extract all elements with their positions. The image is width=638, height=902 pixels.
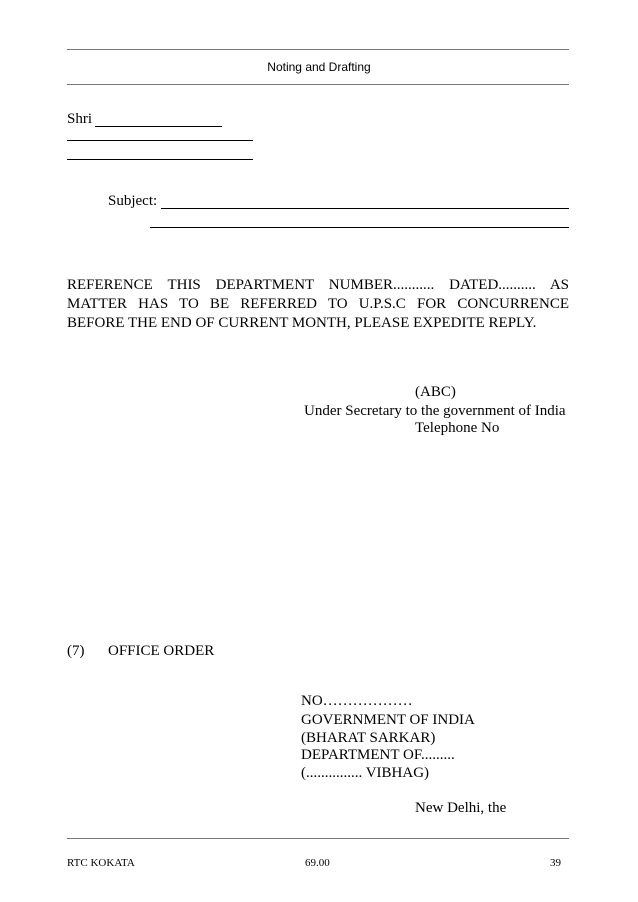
order-bharat-sarkar: (BHARAT SARKAR) xyxy=(301,730,436,746)
address-blank-line-1 xyxy=(67,140,253,141)
name-blank-line xyxy=(95,126,222,127)
signatory-telephone: Telephone No xyxy=(415,420,500,436)
footer-page-number: 39 xyxy=(550,857,561,869)
section-number: (7) xyxy=(67,643,85,659)
address-blank-line-2 xyxy=(67,159,253,160)
footer-rule xyxy=(67,838,569,839)
order-place-date: New Delhi, the xyxy=(415,800,507,816)
order-vibhag: (............... VIBHAG) xyxy=(301,765,430,781)
footer-left: RTC KOKATA xyxy=(67,857,135,869)
section-title: OFFICE ORDER xyxy=(108,643,215,659)
body-line: REFERENCE THIS DEPARTMENT NUMBER........... DATED.......... AS xyxy=(67,277,569,293)
subject-label: Subject: xyxy=(108,193,158,209)
order-government: GOVERNMENT OF INDIA xyxy=(301,712,475,728)
footer-center: 69.00 xyxy=(305,857,330,869)
subject-blank-line-1 xyxy=(161,208,569,209)
body-paragraph xyxy=(67,276,569,333)
header-top-rule xyxy=(67,49,569,50)
header-bottom-rule xyxy=(67,84,569,85)
body-line: MATTER HAS TO BE REFERRED TO U.P.S.C FOR CONCURRENCE xyxy=(67,296,569,312)
order-number: NO……………… xyxy=(301,693,413,709)
body-line: BEFORE THE END OF CURRENT MONTH, PLEASE EXPEDITE REPLY. xyxy=(67,315,537,331)
page-header-title: Noting and Drafting xyxy=(267,60,371,74)
salutation: Shri xyxy=(67,111,93,127)
order-department: DEPARTMENT OF......... xyxy=(301,747,455,763)
signatory-name: (ABC) xyxy=(415,384,456,400)
subject-blank-line-2 xyxy=(150,227,569,228)
signatory-designation: Under Secretary to the government of India xyxy=(304,403,566,419)
